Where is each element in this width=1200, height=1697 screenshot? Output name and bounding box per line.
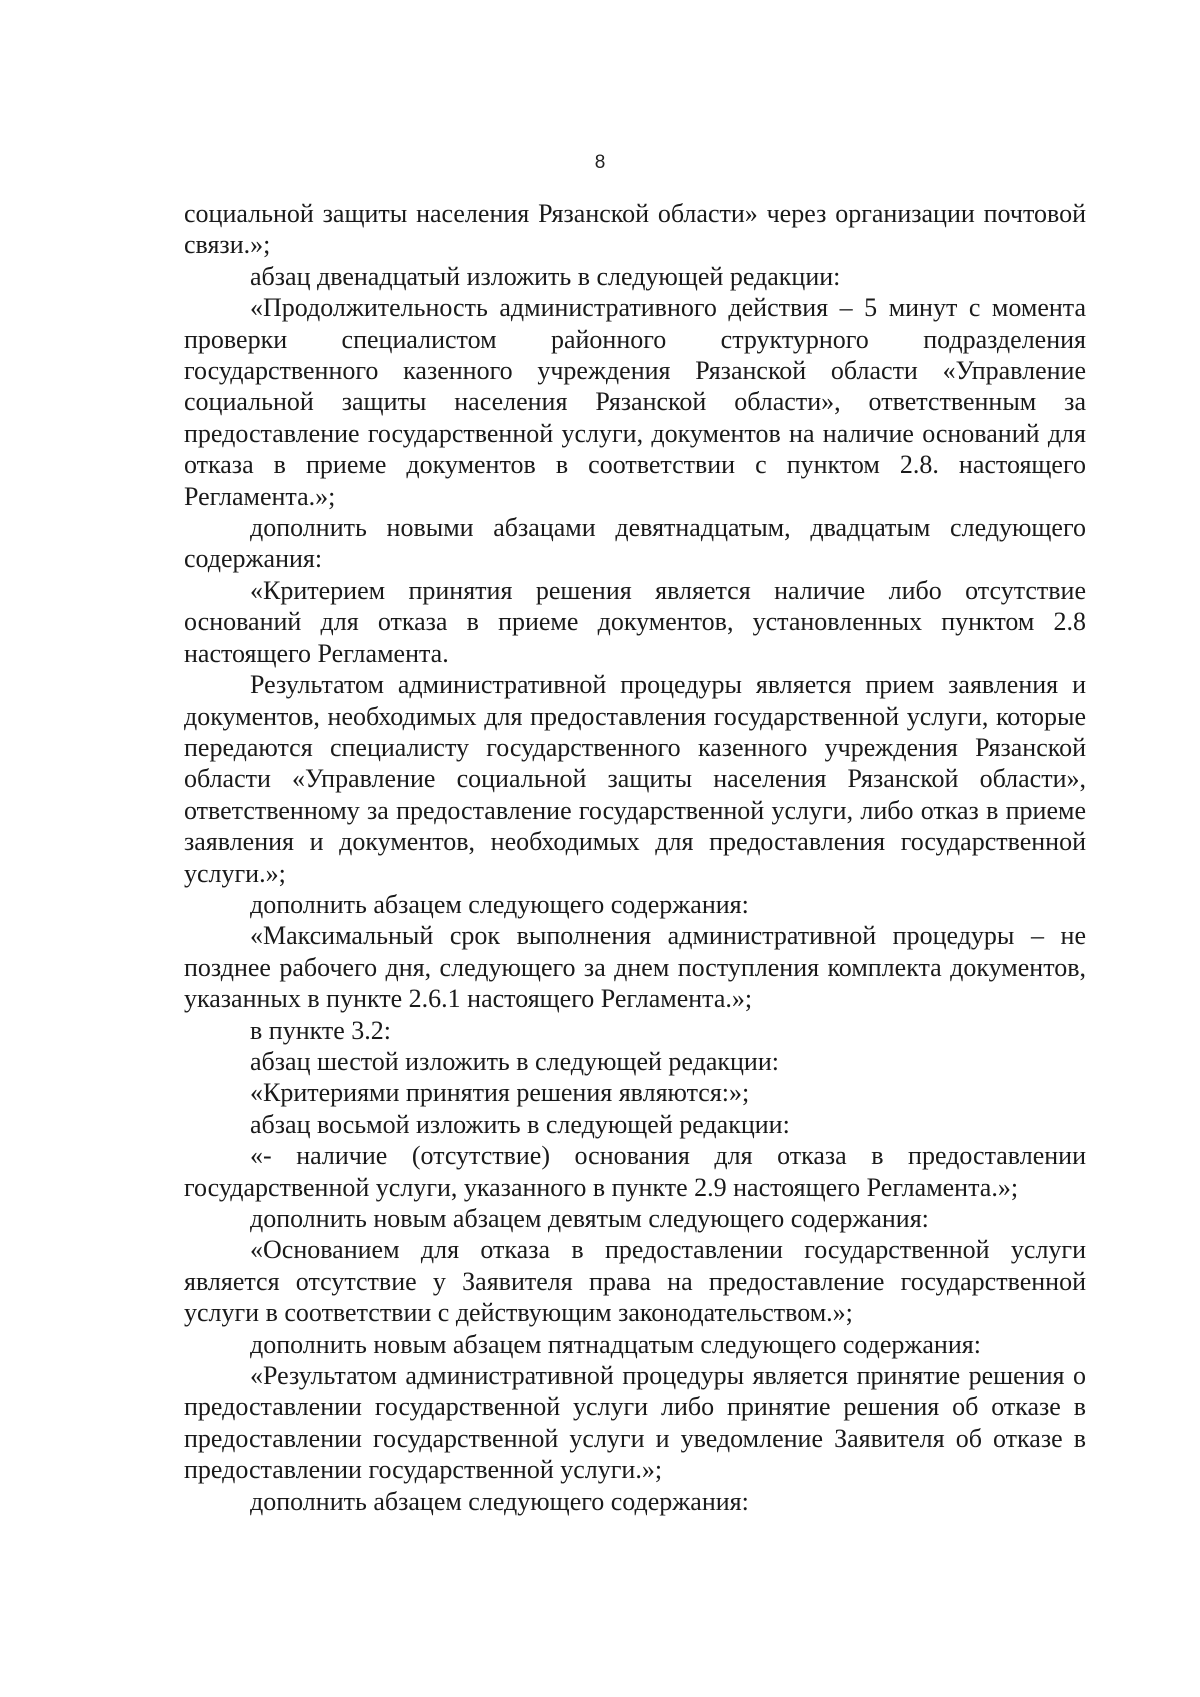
paragraph-instruction: дополнить абзацем следующего содержания:: [250, 889, 749, 919]
paragraph-instruction: абзац шестой изложить в следующей редакции:: [250, 1046, 779, 1076]
paragraph-quote: «Критериями принятия решения являются:»;: [250, 1078, 750, 1108]
paragraph-quote: «Результатом административной процедуры является принятие решения о предоставлении государственной услуги либо принятие решения об отказе в предоставлении государственной услуги и уведомление Заявителя об отказе в предоставлении государственной услуги.»;: [184, 1361, 1086, 1485]
paragraph-instruction: дополнить новыми абзацами девятнадцатым, двадцатым следующего содержания:: [184, 513, 1086, 574]
paragraph-continuation: социальной защиты населения Рязанской области» через организации почтовой связи.»;: [184, 199, 1086, 260]
paragraph-instruction: дополнить абзацем следующего содержания:: [250, 1486, 749, 1516]
paragraph-instruction: абзац двенадцатый изложить в следующей редакции:: [250, 261, 841, 291]
paragraph-instruction: в пункте 3.2:: [250, 1015, 392, 1045]
paragraph-quote: Результатом административной процедуры является прием заявления и документов, необходимых для предоставления государственной услуги, которые передаются специалисту государственного казенного учреждения Рязанской области «Управление социальной защиты населения Рязанской области», ответственному за предоставление государственной услуги, либо отказ в приеме заявления и документов, необходимых для предоставления государственной услуги.»;: [184, 670, 1086, 888]
paragraph-instruction: абзац восьмой изложить в следующей редакции:: [250, 1109, 790, 1139]
paragraph-quote: «- наличие (отсутствие) основания для отказа в предоставлении государственной услуги, указанного в пункте 2.9 настоящего Регламента.»;: [184, 1141, 1086, 1202]
paragraph-quote: «Критерием принятия решения является наличие либо отсутствие оснований для отказа в приеме документов, установленных пунктом 2.8 настоящего Регламента.: [184, 575, 1086, 668]
paragraph-quote: «Основанием для отказа в предоставлении государственной услуги является отсутствие у Заявителя права на предоставление государственной услуги в соответствии с действующим законодательством.»;: [184, 1235, 1086, 1328]
document-body: [184, 198, 1086, 1517]
paragraph-instruction: дополнить новым абзацем пятнадцатым следующего содержания:: [250, 1329, 981, 1359]
paragraph-quote: «Максимальный срок выполнения административной процедуры – не позднее рабочего дня, следующего за днем поступления комплекта документов, указанных в пункте 2.6.1 настоящего Регламента.»;: [184, 921, 1086, 1014]
page-number: 8: [594, 152, 606, 173]
paragraph-quote: «Продолжительность административного действия – 5 минут с момента проверки специалистом районного структурного подразделения государственного казенного учреждения Рязанской области «Управление социальной защиты населения Рязанской области», ответственным за предоставление государственной услуги, документов на наличие оснований для отказа в приеме документов в соответствии с пунктом 2.8. настоящего Регламента.»;: [184, 293, 1086, 511]
paragraph-instruction: дополнить новым абзацем девятым следующего содержания:: [250, 1204, 929, 1233]
